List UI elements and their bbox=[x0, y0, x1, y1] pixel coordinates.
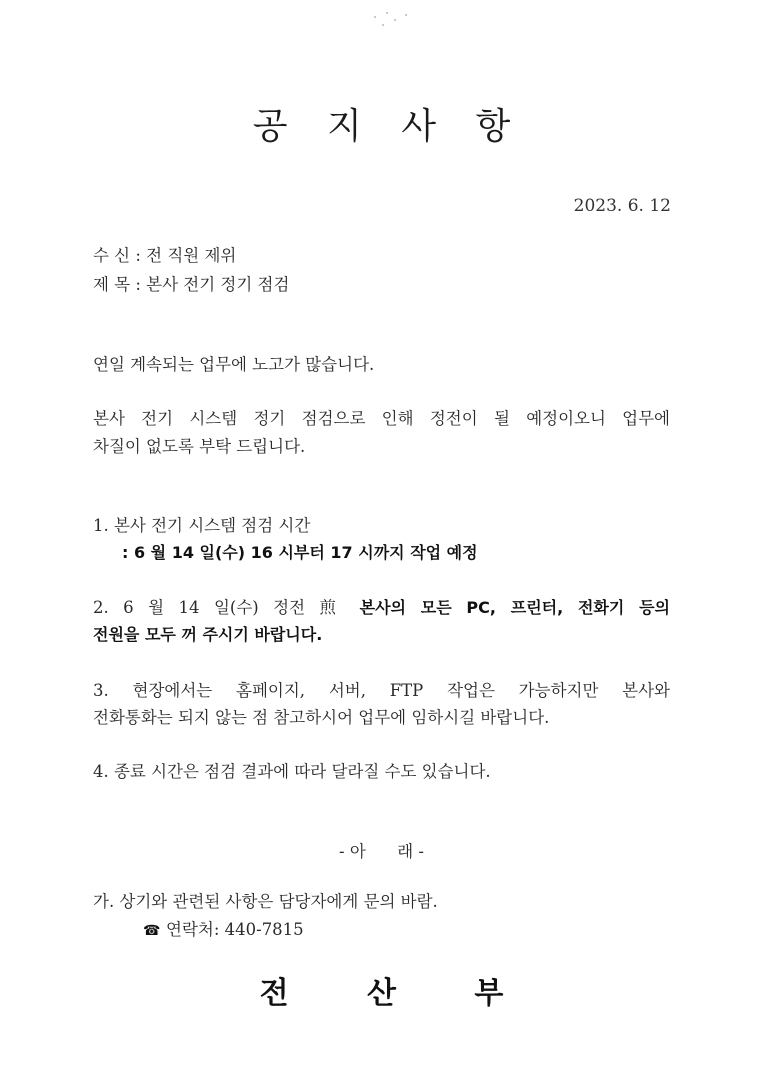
below-heading: - 아 래 - bbox=[339, 842, 424, 861]
scan-speck bbox=[405, 14, 407, 16]
item-3-line-1: 3. 현장에서는 홈페이지, 서버, FTP 작업은 가능하지만 본사와 bbox=[93, 681, 670, 700]
subject-line: 제 목 : 본사 전기 정기 점검 bbox=[93, 275, 290, 294]
contact-number: 연락처: 440-7815 bbox=[166, 920, 304, 939]
item-2-line-2: 전원을 모두 꺼 주시기 바랍니다. bbox=[93, 625, 323, 644]
scan-speck bbox=[394, 19, 396, 21]
item-1-title: 1. 본사 전기 시스템 점검 시간 bbox=[93, 516, 311, 535]
telephone-icon: ☎ bbox=[143, 923, 161, 939]
item-1-detail: : 6 월 14 일(수) 16 시부터 17 시까지 작업 예정 bbox=[122, 543, 478, 562]
contact-line bbox=[143, 916, 304, 940]
department-name: 전 산 부 bbox=[259, 976, 538, 1011]
greeting-text: 연일 계속되는 업무에 노고가 많습니다. bbox=[93, 355, 375, 374]
intro-text-line-1: 본사 전기 시스템 정기 점검으로 인해 정전이 될 예정이오니 업무에 bbox=[93, 409, 670, 428]
scan-speck bbox=[382, 24, 384, 26]
item-2-prefix: 2. 6 월 14 일(수) 정전 煎 bbox=[93, 598, 360, 617]
item-3-line-2: 전화통화는 되지 않는 점 참고하시어 업무에 임하시길 바랍니다. bbox=[93, 708, 550, 727]
scan-speck bbox=[386, 12, 388, 14]
item-2-bold-text: 본사의 모든 PC, 프린터, 전화기 등의 bbox=[359, 598, 670, 617]
item-4-text: 4. 종료 시간은 점검 결과에 따라 달라질 수도 있습니다. bbox=[93, 762, 491, 781]
item-2-line-1 bbox=[93, 594, 670, 618]
scan-speck bbox=[374, 16, 376, 18]
scan-specks bbox=[372, 10, 412, 30]
notice-date: 2023. 6. 12 bbox=[573, 196, 671, 216]
intro-text-line-2: 차질이 없도록 부탁 드립니다. bbox=[93, 437, 306, 456]
notice-title: 공 지 사 항 bbox=[252, 106, 525, 147]
below-item: 가. 상기와 관련된 사항은 담당자에게 문의 바람. bbox=[93, 892, 438, 911]
recipient-line: 수 신 : 전 직원 제위 bbox=[93, 246, 237, 265]
